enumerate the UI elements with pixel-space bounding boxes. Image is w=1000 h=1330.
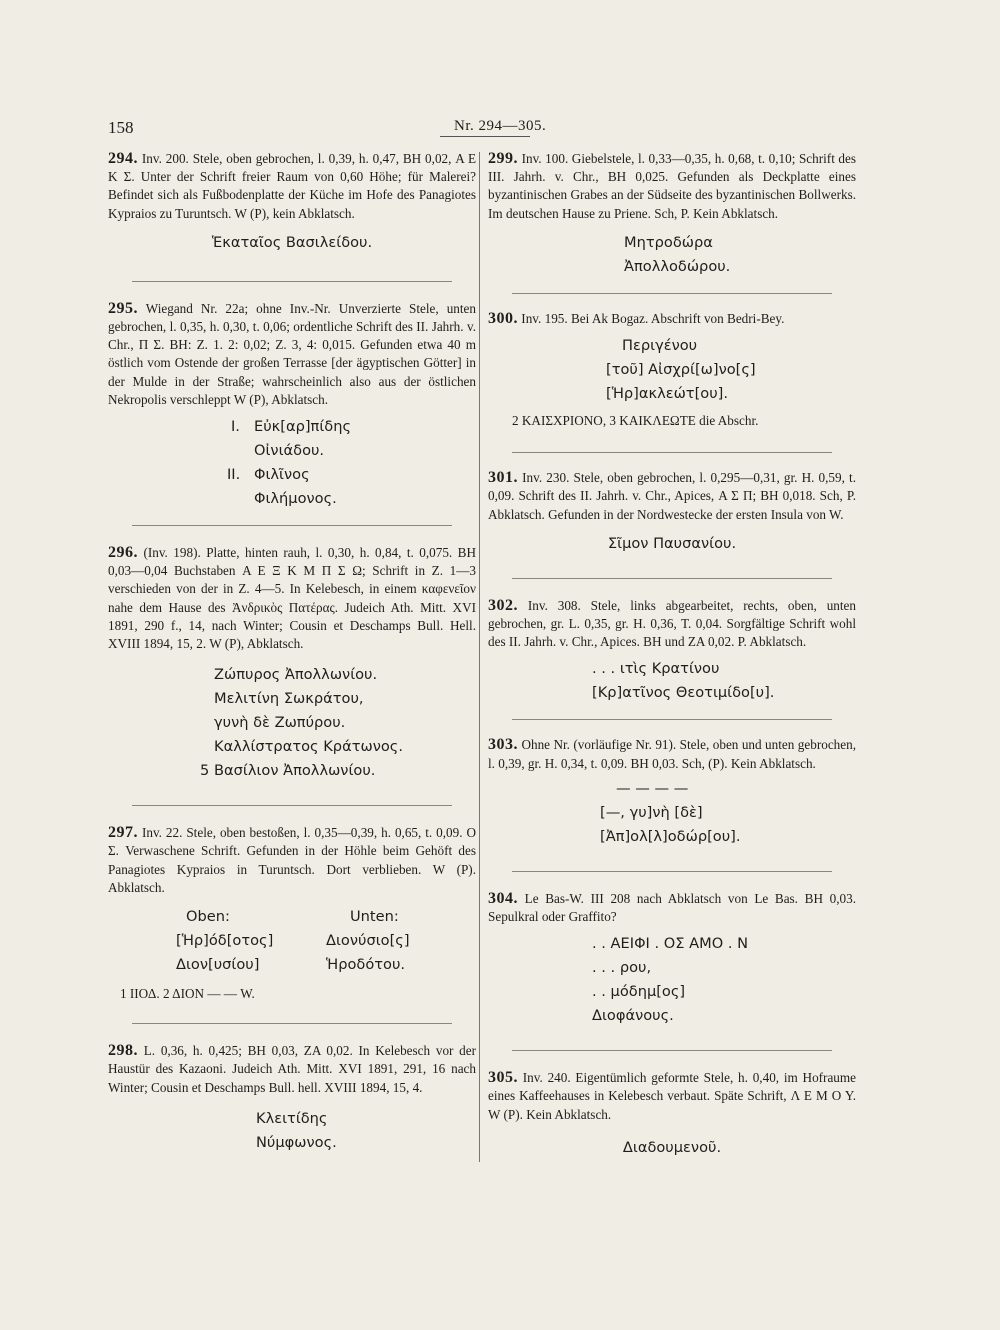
entry-description: Ohne Nr. (vorläufige Nr. 91). Stele, oben und unten gebrochen, l. 0,39, gr. H. 0,34, t. 0,09. BH 0,03. Sch, (P). Kein Abklatsch. bbox=[488, 737, 857, 771]
inscription-line: [Κρ]ατῖνος Θεοτιμίδο[υ]. bbox=[592, 684, 775, 702]
entry-number: 298. bbox=[108, 1042, 138, 1060]
entry-number: 305. bbox=[488, 1069, 518, 1087]
inscription-line: . . ΑΕΙΦΙ . ΟΣ ΑΜΟ . Ν bbox=[592, 935, 749, 953]
inscription-line: Φιλήμονος. bbox=[254, 490, 337, 508]
inscription-line: Διοφάνους. bbox=[592, 1007, 674, 1025]
inscription-line: Μητροδώρα bbox=[624, 233, 713, 251]
entry-299 bbox=[488, 150, 856, 279]
entry-297 bbox=[108, 824, 476, 1003]
inscription-line: [—, γυ]νὴ [δὲ] bbox=[600, 803, 703, 821]
inscription-line: Φιλῖνος bbox=[254, 466, 310, 484]
inscription-line: [Ἀπ]ολ[λ]οδώρ[ου]. bbox=[600, 827, 741, 845]
inscription-line: . . . ιτὶς Κρατίνου bbox=[592, 660, 720, 678]
right-column bbox=[488, 150, 856, 1160]
inscription-line: [Ἡρ]όδ[οτος] bbox=[176, 932, 274, 950]
running-title: Nr. 294—305. bbox=[454, 118, 547, 134]
inscription-line: Νύμφωνος. bbox=[256, 1133, 337, 1151]
entry-301 bbox=[488, 469, 856, 556]
inscription-line: Μελιτίνη Σωκράτου, bbox=[214, 690, 364, 708]
entry-number: 304. bbox=[488, 889, 518, 907]
entry-number: 295. bbox=[108, 299, 138, 317]
entry-description: (Inv. 198). Platte, hinten rauh, l. 0,30, h. 0,84, t. 0,075. BH 0,03—0,04 Buchstaben Α Ε Ξ Κ Μ Π Σ Ω; Schrift in Z. 1—3 verschieden von der in Z. 4—5. In Kelebesch, in einem καφενεῖον nahe dem Hause des Ἀνδρικὸς Πατέρας. Judeich Ath. Mitt. XVI 1891, 290 f., 14, nach Winter; Cousin et Deschamps Bull. Hell. XVIII 1894, 15, 2. W (P), Abklatsch. bbox=[108, 545, 476, 652]
inscription-line: Εὐκ[αρ]πίδης bbox=[254, 418, 352, 436]
entry-295 bbox=[108, 300, 476, 511]
column-divider bbox=[479, 152, 480, 1162]
entry-number: 302. bbox=[488, 596, 518, 614]
inscription-line: [Ἡρ]ακλεώτ[ου]. bbox=[606, 385, 728, 403]
entry-300 bbox=[488, 310, 856, 430]
entry-298 bbox=[108, 1042, 476, 1155]
entry-number: 299. bbox=[488, 150, 518, 167]
entry-number: 294. bbox=[108, 150, 138, 167]
inscription-line: Ζώπυρος Ἀπολλωνίου. bbox=[214, 666, 378, 684]
apparatus-note: 1 ΙΙΟΔ. 2 ΔΙΟΝ — — W. bbox=[120, 986, 255, 1002]
entry-number: 301. bbox=[488, 469, 518, 487]
inscription-line: Ἑκαταῖος Βασιλείδου. bbox=[211, 233, 373, 251]
inscription-line: Οἰνιάδου. bbox=[254, 442, 325, 460]
entry-description: Inv. 308. Stele, links abgearbeitet, rechts, oben, unten gebrochen, gr. L. 0,35, gr. H. 0,36, T. 0,04. Sorgfältige Schrift wohl des II. Jahrh. v. Chr., Apices. BH und ZA 0,02. P. Abklatsch. bbox=[488, 597, 856, 650]
entry-305 bbox=[488, 1069, 856, 1160]
left-column bbox=[108, 150, 476, 1155]
inscription-line: Ἀπολλοδώρου. bbox=[624, 257, 731, 275]
inscription-line: Καλλίστρατος Κράτωνος. bbox=[214, 738, 403, 756]
entry-description: Le Bas-W. III 208 nach Abklatsch von Le Bas. BH 0,03. Sepulkral oder Graffito? bbox=[488, 890, 857, 925]
entry-description: Inv. 22. Stele, oben bestoßen, l. 0,35—0,39, h. 0,65, t. 0,09. Ο Σ. Verwaschene Schrift. Gefunden in der Höhle beim Gehöft des Panagiotes Kypraios in Turuntsch. Dort verblieben. W (P). Abklatsch. bbox=[108, 825, 476, 895]
entry-302 bbox=[488, 597, 856, 706]
entry-description: L. 0,36, h. 0,425; BH 0,03, ZA 0,02. In Kelebesch vor der Haustür des Kazaoni. Judeich Ath. Mitt. XVI 1891, 291, 16 nach Winter; Cousin et Deschamps Bull. hell. XVIII 1894, 15, 4. bbox=[108, 1043, 476, 1095]
side-label: II. bbox=[227, 466, 241, 484]
entry-description: Inv. 200. Stele, oben gebrochen, l. 0,39, h. 0,47, BH 0,02, Α Ε Κ Σ. Unter der Schrift freier Raum von 0,60 Höhe; für Malerei? Befindet sich als Fußbodenplatte der Küche im Hofe des Panagiotes Kypraios zu Turuntsch. W (P), kein Abklatsch. bbox=[108, 151, 477, 221]
entry-description: Wiegand Nr. 22a; ohne Inv.-Nr. Unverzierte Stele, unten gebrochen, l. 0,35, h. 0,30, t. 0,06; ordentliche Schrift des II. Jahrh. v. Chr., Π Σ. BH: Z. 1. 2: 0,02; Z. 3, 4: 0,015. Gefunden etwa 40 m östlich vom Ostende der großen Terrasse [der ägyptischen Götter] in der Mulde in der Straße; wahrscheinlich also aus der östlichen Nekropolis verschleppt W (P), Abklatsch. bbox=[108, 300, 476, 407]
entry-description: Inv. 230. Stele, oben gebrochen, l. 0,295—0,31, gr. H. 0,59, t. 0,09. Schrift des II. Jahrh. v. Chr., Apices, Α Σ Π; BH 0,018. Sch, P. Abklatsch. Gefunden in der Nordwestecke der ersten Insula von W. bbox=[488, 470, 856, 522]
side-label: I. bbox=[231, 418, 240, 436]
inscription-line: Κλειτίδης bbox=[256, 1109, 328, 1127]
page-number: 158 bbox=[108, 118, 134, 137]
inscription-line: Διον[υσίου] bbox=[176, 956, 260, 974]
header-rule bbox=[440, 136, 530, 137]
entry-number: 296. bbox=[108, 544, 138, 562]
inscription-line: [τοῦ] Αἰσχρί[ω]νο[ς] bbox=[606, 361, 756, 379]
inscription-line: Διονύσιο[ς] bbox=[326, 932, 410, 950]
entry-description: Inv. 240. Eigentümlich geformte Stele, h. 0,40, im Hofraume eines Kaffeehauses in Kelebesch verbaut. Späte Schrift, Λ Ε Μ Ο Υ. W (P). Kein Abklatsch. bbox=[488, 1070, 857, 1122]
inscription-line: Ἡροδότου. bbox=[326, 956, 406, 974]
entry-description: Inv. 195. Bei Ak Bogaz. Abschrift von Bedri-Bey. bbox=[521, 310, 785, 326]
inscription-line: Περιγένου bbox=[622, 337, 698, 355]
inscription-line: Βασίλιον Ἀπολλωνίου. bbox=[214, 762, 376, 780]
apparatus-note: 2 ΚΑΙΣΧΡΙΟΝΟ, 3 ΚΑΙΚΛΕΩΤΕ die Abschr. bbox=[512, 413, 759, 429]
line-number: 5 bbox=[200, 762, 210, 780]
entry-296 bbox=[108, 544, 476, 783]
entry-303 bbox=[488, 736, 856, 848]
column-label-unten: Unten: bbox=[350, 908, 399, 926]
entry-304 bbox=[488, 890, 856, 1028]
column-label-oben: Oben: bbox=[186, 908, 230, 926]
inscription-line: γυνὴ δὲ Ζωπύρου. bbox=[214, 714, 346, 732]
inscription-line: Διαδουμενοῦ. bbox=[622, 1138, 722, 1156]
entry-number: 303. bbox=[488, 736, 518, 754]
inscription-line: Σῖμον Παυσανίου. bbox=[607, 534, 737, 552]
inscription-line: . . . ρου, bbox=[592, 959, 652, 977]
entry-description: Inv. 100. Giebelstele, l. 0,33—0,35, h. 0,68, t. 0,10; Schrift des III. Jahrh. v. Chr., BH 0,025. Gefunden als Deckplatte eines byzantinischen Grabes an der Südseite des byzantinischen Bollwerks. Im deutschen Hause zu Priene. Sch, P. Kein Abklatsch. bbox=[488, 151, 856, 221]
lacuna-line: — — — — bbox=[616, 779, 689, 797]
entry-number: 300. bbox=[488, 309, 518, 327]
entry-294 bbox=[108, 150, 476, 255]
inscription-line: . . μόδημ[ος] bbox=[592, 983, 686, 1001]
entry-number: 297. bbox=[108, 824, 138, 842]
